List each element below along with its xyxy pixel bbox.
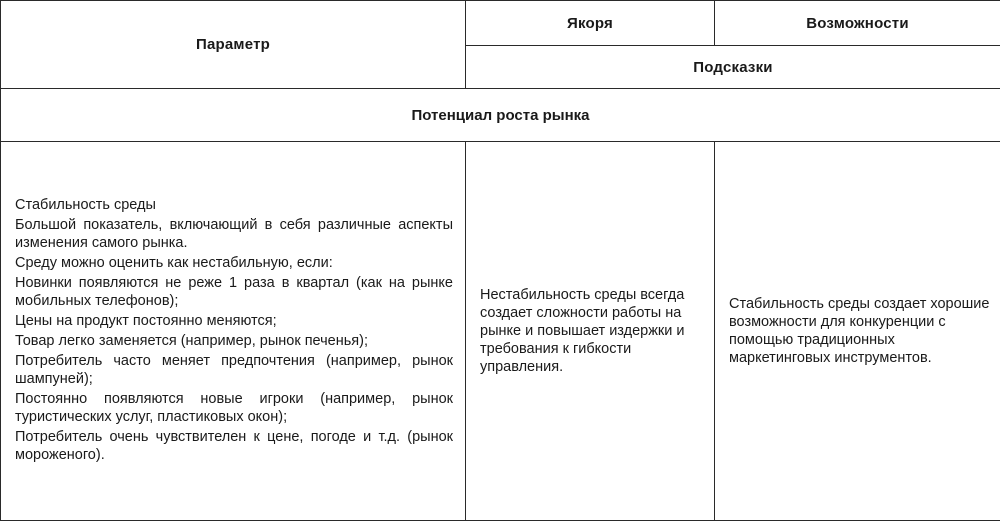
parameter-line: Новинки появляются не реже 1 раза в квартал (как на рынке мобильных телефонов);	[15, 275, 453, 309]
parameter-text	[1, 196, 465, 464]
header-anchors: Якоря	[466, 1, 715, 46]
section-title: Потенциал роста рынка	[1, 89, 1000, 142]
parameter-line: Потребитель очень чувствителен к цене, погоде и т.д. (рынок мороженого).	[15, 429, 453, 463]
parameter-line: Постоянно появляются новые игроки (например, рынок туристических услуг, пластиковых окон);	[15, 391, 453, 425]
opportunity-cell	[715, 142, 1000, 521]
opportunity-text: Стабильность среды создает хорошие возможности для конкуренции с помощью традиционных маркетинговых инструментов.	[729, 296, 990, 366]
header-parameter: Параметр	[1, 1, 466, 89]
parameter-line: Цены на продукт постоянно меняются;	[15, 313, 277, 329]
parameter-cell	[1, 142, 466, 521]
header-hints: Подсказки	[466, 46, 1000, 89]
parameter-line: Большой показатель, включающий в себя различные аспекты изменения самого рынка.	[15, 217, 453, 251]
anchor-text: Нестабильность среды всегда создает сложности работы на рынке и повышает издержки и требования к гибкости управления.	[480, 287, 685, 375]
parameter-line: Стабильность среды	[15, 197, 156, 213]
parameter-line: Среду можно оценить как нестабильную, если:	[15, 255, 333, 271]
anchor-cell	[466, 142, 715, 521]
header-opportunities: Возможности	[715, 1, 1000, 46]
parameter-line: Товар легко заменяется (например, рынок печенья);	[15, 333, 369, 349]
parameter-line: Потребитель часто меняет предпочтения (например, рынок шампуней);	[15, 353, 453, 387]
